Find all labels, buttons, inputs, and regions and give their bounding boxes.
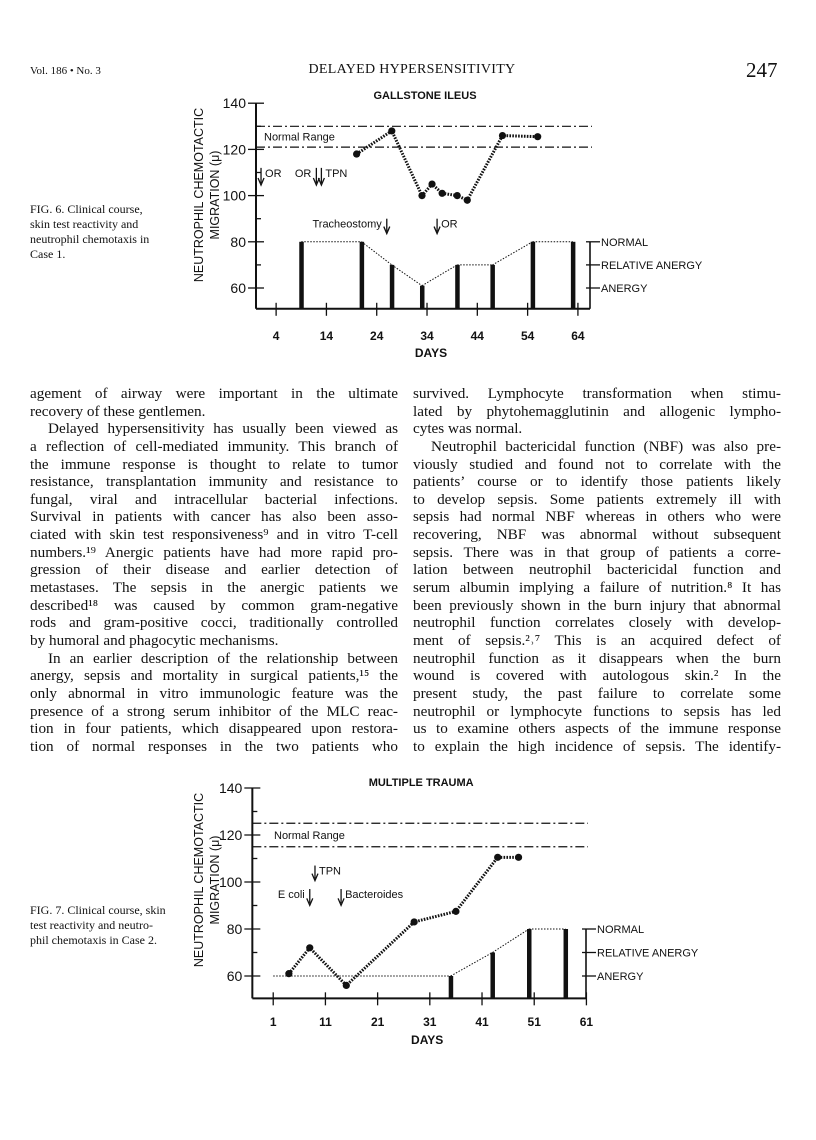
y-axis-label: NEUTROPHIL CHEMOTACTIC: [192, 107, 206, 283]
normal-range-label: Normal Range: [264, 131, 335, 144]
x-axis-label: DAYS: [414, 346, 448, 360]
text-line: viously studied and found not to correlate with the: [413, 455, 781, 473]
skin-test-scale-label: ANERGY: [601, 283, 648, 295]
caption-line: FIG. 7. Clinical course, skin: [30, 903, 166, 917]
text-line: only abnormal in vitro immunologic feature was the: [30, 684, 398, 702]
text-line: described¹⁸ was caused by common gram-negative: [30, 596, 398, 614]
text-line: lation between neutrophil bactericidal function and: [413, 561, 781, 579]
text-line: recovery of these gentlemen.: [30, 402, 206, 420]
text-line: to explain the high incidence of sepsis. The identify-: [413, 737, 781, 755]
skin-test-connector: [392, 265, 422, 286]
chemotaxis-point: [388, 127, 395, 134]
text-line: ciated with skin test responsiveness⁹ and in vitro T-cell: [30, 526, 398, 544]
skin-test-bar: [455, 265, 460, 309]
skin-test-bar: [571, 242, 576, 309]
text-line: to develop sepsis. Some patients extremely ill with: [413, 490, 781, 508]
caption-line: neutrophil chemotaxis in: [30, 232, 150, 246]
skin-test-bar: [390, 265, 395, 309]
y-tick-label: 140: [222, 95, 246, 112]
skin-test-scale-label: RELATIVE ANERGY: [597, 947, 699, 960]
skin-test-bar: [490, 953, 495, 999]
caption-line: test reactivity and neutro-: [30, 918, 153, 932]
text-line: wound is covered with autologous skin.² In the: [413, 667, 781, 685]
chemotaxis-point: [534, 133, 541, 140]
text-line: sepsis had normal NBF whereas in others who were: [413, 508, 781, 526]
x-tick-label: 34: [420, 329, 434, 343]
chemotaxis-line: [357, 131, 538, 200]
chart-title: MULTIPLE TRAUMA: [368, 777, 474, 789]
skin-test-connector: [422, 265, 457, 286]
chemotaxis-point: [439, 190, 446, 197]
skin-test-connector: [362, 242, 392, 265]
skin-test-connector: [492, 929, 529, 953]
text-line: fungal, viral and intracellular bacterial infections.: [30, 490, 398, 508]
chemotaxis-point: [428, 180, 435, 187]
x-tick-label: 44: [470, 329, 484, 343]
text-line: agement of airway were important in the ultimate: [30, 385, 398, 402]
chemotaxis-point: [353, 150, 360, 157]
skin-test-scale-label: ANERGY: [597, 971, 644, 983]
y-tick-label: 80: [230, 233, 246, 250]
normal-range-label: Normal Range: [274, 830, 345, 842]
event-label: OR: [265, 167, 282, 180]
figure-6: [192, 90, 703, 360]
text-line: been previously shown in the burn injury that abnormal: [413, 596, 781, 614]
skin-test-connector: [492, 242, 532, 265]
chemotaxis-point: [494, 854, 501, 861]
skin-test-bar: [299, 242, 304, 309]
chemotaxis-point: [343, 982, 350, 989]
volume-issue: Vol. 186 • No. 3: [30, 65, 101, 77]
event-label: Tracheostomy: [312, 218, 382, 231]
caption-line: phil chemotaxis in Case 2.: [30, 933, 157, 947]
caption-line: skin test reactivity and: [30, 217, 139, 231]
skin-test-scale-label: NORMAL: [601, 236, 649, 249]
figure-7: [192, 777, 699, 1047]
chemotaxis-point: [499, 132, 506, 139]
running-title: DELAYED HYPERSENSITIVITY: [308, 62, 516, 77]
text-line: the immune response is thought to relate to tumor: [30, 455, 398, 473]
x-tick-label: 41: [475, 1015, 489, 1029]
chemotaxis-point: [306, 944, 313, 951]
chemotaxis-point: [411, 918, 418, 925]
caption-line: Case 1.: [30, 247, 66, 261]
chart-title: GALLSTONE ILEUS: [373, 90, 477, 102]
text-line: survived. Lymphocyte transformation when stimu-: [413, 385, 781, 402]
y-axis-label: MIGRATION (μ): [208, 150, 222, 240]
skin-test-bar: [527, 929, 532, 998]
text-line: recovering, NBF was abnormal without subsequent: [413, 526, 781, 544]
chemotaxis-point: [285, 970, 292, 977]
text-line: tion of normal responses in the two patients who: [30, 737, 398, 755]
skin-test-bar: [564, 929, 569, 998]
y-tick-label: 100: [222, 187, 246, 204]
y-tick-label: 120: [222, 141, 246, 158]
text-line: serum albumin implying a failure of nutrition.⁸ It has: [413, 579, 781, 597]
chemotaxis-point: [452, 908, 459, 915]
skin-test-scale-label: NORMAL: [597, 924, 645, 936]
skin-test-scale-label: RELATIVE ANERGY: [601, 259, 703, 272]
skin-test-bar: [490, 265, 495, 309]
text-line: Neutrophil bactericidal function (NBF) was also pre-: [431, 437, 781, 455]
text-line: lated by phytohemagglutinin and allogenic lympho-: [413, 402, 781, 420]
text-line: us to examine others aspects of the immune response: [413, 720, 781, 738]
text-line: In an earlier description of the relationship between: [48, 649, 398, 667]
text-line: presence of a strong serum inhibitor of the MLC reac-: [30, 702, 398, 720]
skin-test-bar: [420, 286, 425, 309]
event-label: OR: [294, 167, 312, 180]
x-axis-label: DAYS: [411, 1033, 444, 1047]
event-label: Bacteroides: [345, 889, 404, 902]
x-tick-label: 1: [269, 1015, 277, 1029]
x-tick-label: 24: [370, 329, 384, 343]
x-tick-label: 61: [579, 1015, 594, 1029]
x-tick-label: 11: [319, 1015, 332, 1029]
y-tick-label: 120: [218, 827, 243, 843]
event-label: E coli: [277, 889, 305, 902]
text-line: neutrophil function correlates closely with develop-: [413, 614, 781, 632]
chemotaxis-point: [515, 854, 522, 861]
y-axis-label: NEUTROPHIL CHEMOTACTIC: [192, 792, 206, 968]
event-label: TPN: [318, 865, 341, 878]
text-line: neutrophil or lymphocyte functions to sepsis has led: [413, 702, 781, 720]
text-line: a reflection of cell-mediated immunity. This branch of: [30, 437, 398, 455]
x-tick-label: 14: [319, 329, 334, 343]
text-line: resistance, transplantation immunity and resistance to: [30, 473, 398, 491]
y-tick-label: 80: [226, 921, 243, 937]
text-line: cytes was normal.: [413, 420, 523, 438]
text-line: present study, the past failure to correlate some: [413, 684, 781, 702]
text-line: numbers.¹⁹ Anergic patients have had more rapid pro-: [30, 543, 398, 561]
text-line: patients’ course or to identify those patients likely: [413, 473, 781, 491]
page-number: 247: [746, 58, 778, 82]
skin-test-bar: [531, 242, 536, 309]
text-line: by humoral and phagocytic mechanisms.: [30, 631, 279, 649]
chemotaxis-point: [464, 197, 471, 204]
chemotaxis-point: [418, 192, 425, 199]
text-line: rods and gram-positive cocci, traditionally controlled: [30, 614, 398, 632]
text-line: gression of their disease and earlier detection of: [30, 561, 398, 579]
y-axis-label: MIGRATION (μ): [208, 835, 222, 925]
chemotaxis-point: [454, 192, 461, 199]
x-tick-label: 31: [423, 1015, 437, 1029]
event-label: OR: [441, 218, 458, 231]
text-line: neutrophil function as it disappears when the burn: [413, 649, 781, 667]
y-tick-label: 140: [218, 780, 243, 796]
text-line: metastases. The sepsis in the anergic patients we: [30, 579, 398, 597]
event-label: TPN: [325, 167, 348, 180]
y-tick-label: 60: [230, 280, 246, 296]
y-tick-label: 60: [226, 968, 243, 984]
x-tick-label: 51: [527, 1015, 541, 1029]
y-tick-label: 100: [218, 874, 243, 890]
text-line: sepsis. There was in that group of patients a corre-: [413, 543, 781, 561]
x-tick-label: 4: [272, 329, 280, 343]
text-line: tion in four patients, which disappeared upon restora-: [30, 720, 398, 738]
text-line: ment of sepsis.²˒⁷ This is an acquired defect of: [413, 631, 781, 649]
x-tick-label: 54: [520, 329, 535, 343]
x-tick-label: 21: [370, 1015, 385, 1029]
text-line: Delayed hypersensitivity has usually been viewed as: [48, 420, 398, 438]
caption-line: FIG. 6. Clinical course,: [30, 202, 143, 216]
x-tick-label: 64: [571, 329, 585, 343]
skin-test-connector: [451, 953, 493, 977]
text-line: anergy, sepsis and mortality in surgical patients,¹⁵ the: [30, 667, 398, 685]
skin-test-bar: [360, 242, 365, 309]
skin-test-bar: [449, 976, 454, 998]
text-line: Survival in patients with cancer has also been asso-: [30, 508, 398, 526]
